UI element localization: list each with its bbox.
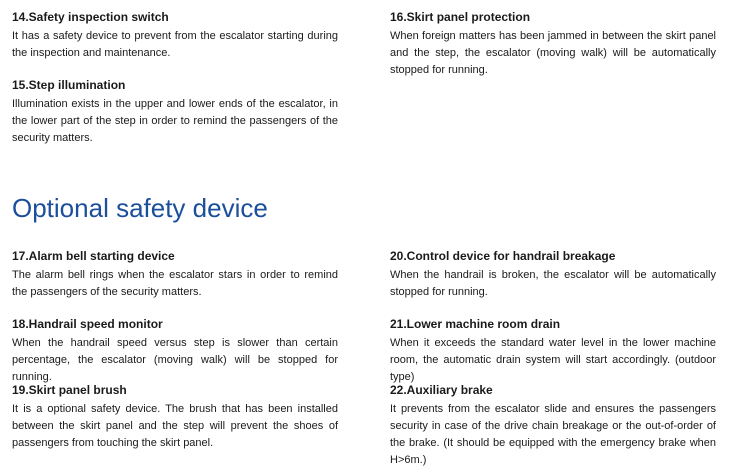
- item-text: When foreign matters has been jammed in between the skirt panel and the step, the escalator (moving walk) will be automatically stopped for running.: [390, 30, 716, 76]
- item-heading: 20.Control device for handrail breakage: [390, 249, 616, 263]
- item-text: The alarm bell rings when the escalator stars in order to remind the passengers of the security matters.: [12, 269, 338, 298]
- item-heading: 19.Skirt panel brush: [12, 383, 127, 397]
- item-text: When the handrail is broken, the escalator will be automatically stopped for running.: [390, 269, 716, 298]
- item-heading: 14.Safety inspection switch: [12, 10, 169, 24]
- section-title: Optional safety device: [12, 193, 268, 223]
- item-text: It prevents from the escalator slide and ensures the passengers security in case of the drive chain breakage or the out-of-order of the brake. (It should be equipped with the emergency brake when H>6m.): [390, 403, 716, 466]
- item-lower-machine-room-drain: [390, 318, 716, 386]
- item-safety-inspection-switch: [12, 11, 338, 62]
- item-heading: 15.Step illumination: [12, 78, 126, 92]
- item-control-device-handrail-breakage: [390, 250, 716, 301]
- item-text: Illumination exists in the upper and lower ends of the escalator, in the lower part of the step in order to remind the passengers of the security matters.: [12, 98, 338, 144]
- item-text: When it exceeds the standard water level in the lower machine room, the automatic drain system will start accordingly. (outdoor type): [390, 337, 716, 383]
- item-auxiliary-brake: [390, 384, 716, 469]
- item-text: When the handrail speed versus step is slower than certain percentage, the escalator (moving walk) will be stopped for running.: [12, 337, 338, 383]
- item-text: It is a optional safety device. The brush that has been installed between the skirt panel and the step will prevent the shoes of passengers from touching the skirt panel.: [12, 403, 338, 449]
- item-text: It has a safety device to prevent from the escalator starting during the inspection and maintenance.: [12, 30, 338, 59]
- item-heading: 21.Lower machine room drain: [390, 317, 561, 331]
- item-heading: 16.Skirt panel protection: [390, 10, 531, 24]
- item-heading: 22.Auxiliary brake: [390, 383, 493, 397]
- item-skirt-panel-brush: [12, 384, 338, 452]
- item-alarm-bell-starting-device: [12, 250, 338, 301]
- item-skirt-panel-protection: [390, 11, 716, 79]
- item-heading: 17.Alarm bell starting device: [12, 249, 175, 263]
- item-heading: 18.Handrail speed monitor: [12, 317, 163, 331]
- item-handrail-speed-monitor: [12, 318, 338, 386]
- item-step-illumination: [12, 79, 338, 147]
